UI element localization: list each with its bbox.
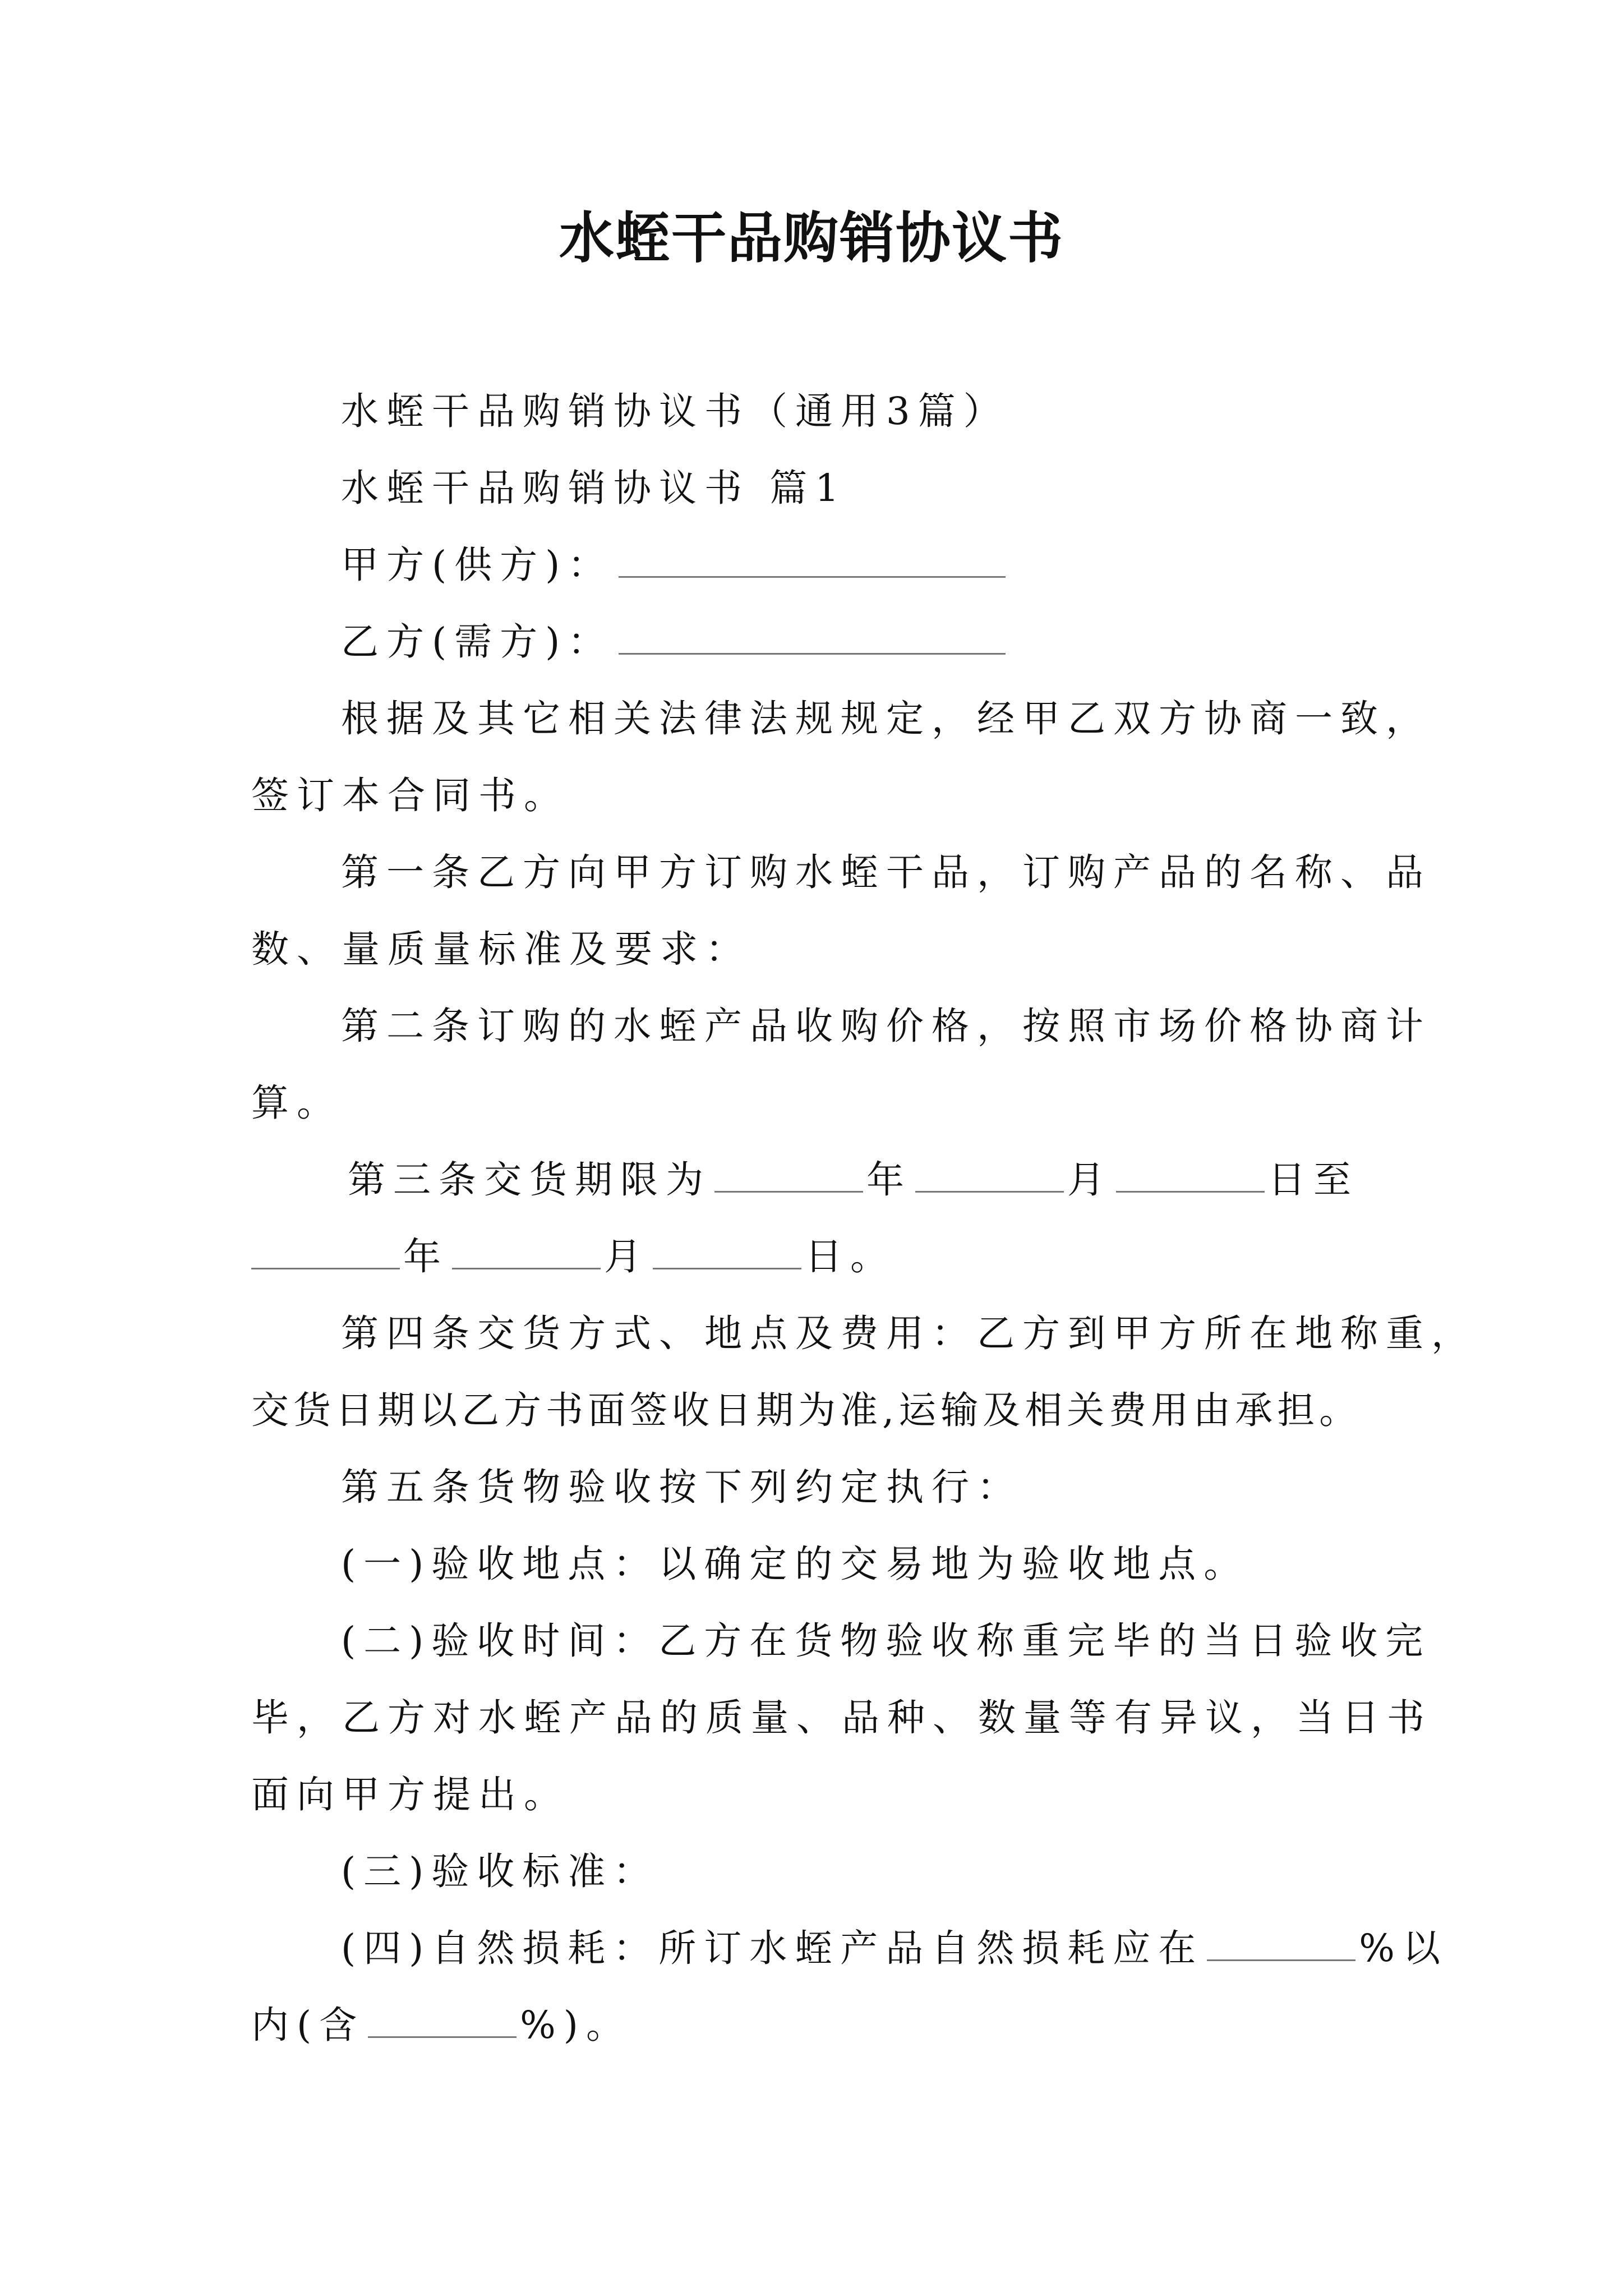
intro-line-2: 签订本合同书。 <box>251 774 569 817</box>
item-4-line-2-suffix: %)。 <box>520 2003 631 2047</box>
start-year-blank <box>714 1157 863 1193</box>
article-5: 第五条货物验收按下列约定执行： <box>341 1465 1022 1509</box>
article-3-line-2 <box>251 1231 896 1282</box>
section-heading: 水蛭干品购销协议书 篇1 <box>341 466 847 510</box>
article-1-line-2: 数、量质量标准及要求： <box>251 927 751 971</box>
party-b-label: 乙方(需方)： <box>341 620 614 664</box>
article-3-line-1 <box>348 1154 1359 1205</box>
article-4-line-1: 第四条交货方式、地点及费用：乙方到甲方所在地称重， <box>341 1312 1477 1355</box>
article-2-line-1: 第二条订购的水蛭产品收购价格，按照市场价格协商计 <box>341 1004 1431 1048</box>
article-4-line-2: 交货日期以乙方书面签收日期为准,运输及相关费用由承担。 <box>251 1388 1362 1432</box>
month-label: 月 <box>1067 1158 1113 1202</box>
party-a-blank <box>619 542 1006 578</box>
item-4-line-2-prefix: 内(含 <box>251 2003 365 2047</box>
end-year-label: 年 <box>403 1235 449 1278</box>
party-a-line <box>341 540 1006 590</box>
article-3-prefix: 第三条交货期限为 <box>348 1158 711 1202</box>
item-2-line-1: (二)验收时间：乙方在货物验收称重完毕的当日验收完 <box>341 1619 1431 1663</box>
party-a-label: 甲方(供方)： <box>341 543 614 587</box>
subtitle: 水蛭干品购销协议书（通用3篇） <box>341 389 1009 433</box>
party-b-blank <box>619 619 1006 655</box>
start-day-blank <box>1116 1157 1265 1193</box>
intro-line-1: 根据及其它相关法律法规规定，经甲乙双方协商一致， <box>341 697 1431 740</box>
day-to-label: 日至 <box>1268 1158 1359 1202</box>
end-month-blank <box>452 1234 601 1269</box>
end-day-blank <box>653 1234 801 1269</box>
item-1: (一)验收地点：以确定的交易地为验收地点。 <box>341 1542 1249 1586</box>
item-2-line-2: 毕，乙方对水蛭产品的质量、品种、数量等有异议，当日书 <box>251 1696 1432 1740</box>
item-4-line-1 <box>341 1923 1448 1973</box>
article-2-line-2: 算。 <box>251 1081 342 1125</box>
loss-rate-blank <box>1207 1926 1355 1961</box>
party-b-line <box>341 616 1006 667</box>
item-4-line-2 <box>251 2000 631 2050</box>
year-label: 年 <box>866 1158 912 1202</box>
item-2-line-3: 面向甲方提出。 <box>251 1773 569 1816</box>
end-year-blank <box>251 1234 400 1269</box>
end-month-label: 月 <box>604 1235 649 1278</box>
document-title: 水蛭干品购销协议书 <box>559 206 1064 270</box>
loss-rate-inclusive-blank <box>368 2003 517 2038</box>
start-month-blank <box>915 1157 1064 1193</box>
item-4-prefix: (四)自然损耗：所订水蛭产品自然损耗应在 <box>341 1926 1204 1970</box>
article-1-line-1: 第一条乙方向甲方订购水蛭干品，订购产品的名称、品 <box>341 850 1431 894</box>
item-3: (三)验收标准： <box>341 1849 659 1893</box>
item-4-suffix: %以 <box>1359 1926 1448 1970</box>
end-day-label: 日。 <box>805 1235 896 1278</box>
